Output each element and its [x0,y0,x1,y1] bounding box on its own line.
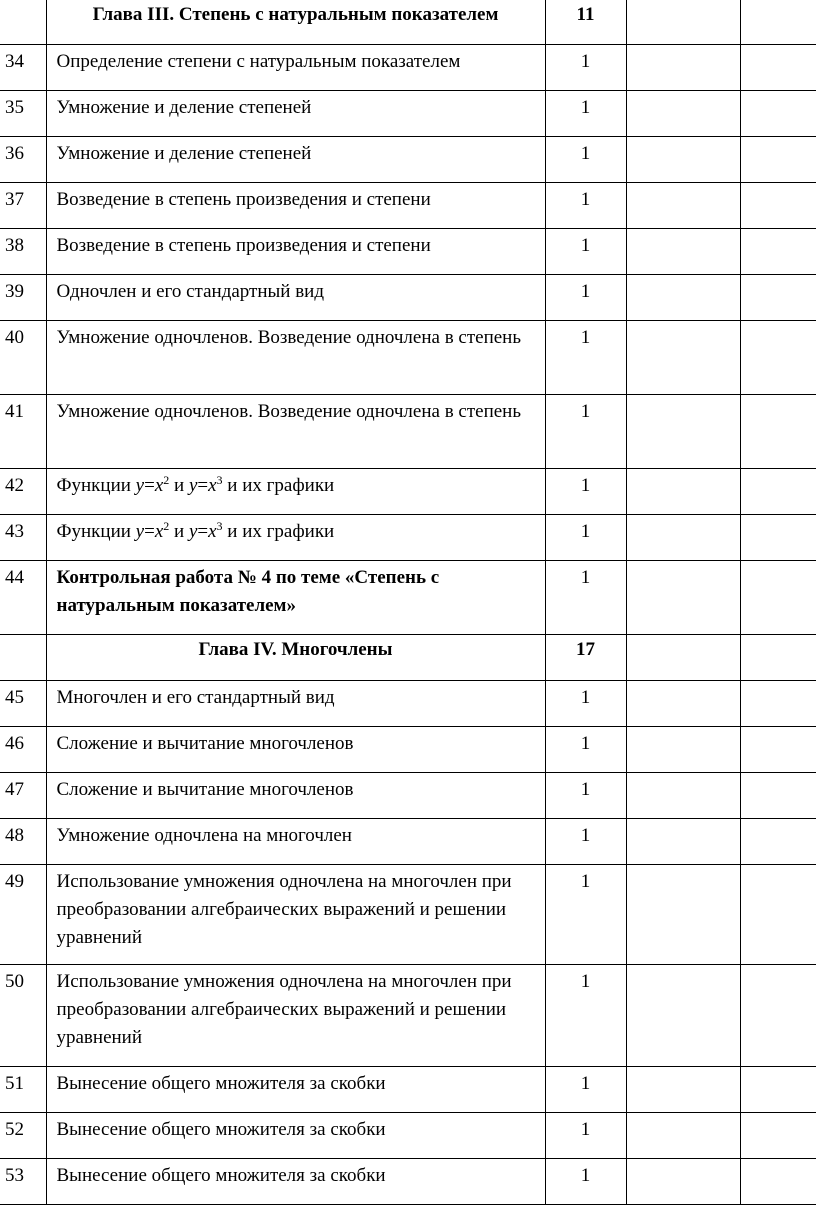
topic-text: Функции [56,521,136,542]
math-equals: = [144,475,155,496]
table-row [0,137,816,183]
table-row [0,965,816,1067]
date-fact-cell [740,561,816,635]
date-fact-cell [740,321,816,395]
lesson-topic [46,469,545,515]
math-var-x: x [208,475,217,496]
math-exponent: 3 [216,519,223,533]
row-hours: 1 [545,515,626,561]
lesson-topic: Умножение и деление степеней [46,91,545,137]
row-number: 38 [0,229,46,275]
math-var-y: y [188,475,198,496]
row-number: 43 [0,515,46,561]
topic-text: и [169,475,189,496]
row-number: 37 [0,183,46,229]
table-row [0,91,816,137]
row-hours: 1 [545,469,626,515]
row-number: 41 [0,395,46,469]
row-number: 49 [0,865,46,965]
date-plan-cell [626,0,740,45]
date-fact-cell [740,183,816,229]
table-row [0,45,816,91]
lesson-topic: Вынесение общего множителя за скобки [46,1113,545,1159]
topic-text: и [169,521,189,542]
date-plan-cell [626,1067,740,1113]
row-number: 35 [0,91,46,137]
chapter-title: Глава IV. Многочлены [46,635,545,681]
math-var-y: y [135,521,145,542]
row-hours: 1 [545,395,626,469]
date-plan-cell [626,727,740,773]
math-exponent: 2 [163,473,170,487]
row-number: 39 [0,275,46,321]
date-plan-cell [626,275,740,321]
row-hours: 17 [545,635,626,681]
lesson-topic: Сложение и вычитание многочленов [46,727,545,773]
row-hours: 1 [545,819,626,865]
test-topic: Контрольная работа № 4 по теме «Степень с натуральным показателем» [46,561,545,635]
date-plan-cell [626,137,740,183]
lesson-topic: Вынесение общего множителя за скобки [46,1159,545,1205]
row-number: 51 [0,1067,46,1113]
row-hours: 1 [545,681,626,727]
row-hours: 1 [545,275,626,321]
date-fact-cell [740,91,816,137]
lesson-topic: Умножение одночленов. Возведение одночлена в степень [46,321,545,395]
math-var-y: y [135,475,145,496]
table-row [0,727,816,773]
lesson-topic: Определение степени с натуральным показателем [46,45,545,91]
date-fact-cell [740,0,816,45]
date-plan-cell [626,561,740,635]
math-exponent: 3 [216,473,223,487]
table-row [0,1113,816,1159]
math-exponent: 2 [163,519,170,533]
date-plan-cell [626,773,740,819]
row-hours: 1 [545,1113,626,1159]
table-row [0,681,816,727]
row-hours: 1 [545,965,626,1067]
math-var-y: y [188,521,198,542]
row-hours: 1 [545,773,626,819]
row-number: 45 [0,681,46,727]
date-fact-cell [740,819,816,865]
table-row [0,395,816,469]
row-number: 40 [0,321,46,395]
row-number: 53 [0,1159,46,1205]
date-fact-cell [740,137,816,183]
row-hours: 1 [545,321,626,395]
date-fact-cell [740,681,816,727]
row-hours: 1 [545,1159,626,1205]
lesson-topic: Сложение и вычитание многочленов [46,773,545,819]
date-plan-cell [626,635,740,681]
date-plan-cell [626,321,740,395]
row-number [0,635,46,681]
lesson-topic: Использование умножения одночлена на многочлен при преобразовании алгебраических выражений и решении уравнений [46,965,545,1067]
table-row [0,819,816,865]
lesson-topic: Вынесение общего множителя за скобки [46,1067,545,1113]
lesson-topic: Умножение одночленов. Возведение одночлена в степень [46,395,545,469]
date-plan-cell [626,515,740,561]
chapter-title: Глава III. Степень с натуральным показателем [46,0,545,45]
date-plan-cell [626,395,740,469]
test-row [0,561,816,635]
table-row [0,469,816,515]
date-fact-cell [740,1159,816,1205]
row-number: 42 [0,469,46,515]
chapter-row [0,0,816,45]
math-equals: = [197,521,209,542]
row-hours: 1 [545,45,626,91]
date-fact-cell [740,727,816,773]
row-hours: 1 [545,229,626,275]
lesson-topic: Возведение в степень произведения и степени [46,183,545,229]
date-plan-cell [626,965,740,1067]
row-number: 50 [0,965,46,1067]
row-hours: 1 [545,865,626,965]
date-fact-cell [740,395,816,469]
topic-text: и их графики [222,475,335,496]
date-plan-cell [626,183,740,229]
math-var-x: x [154,475,164,496]
table-row [0,183,816,229]
lesson-topic: Многочлен и его стандартный вид [46,681,545,727]
row-number: 44 [0,561,46,635]
date-fact-cell [740,1113,816,1159]
table-row [0,773,816,819]
date-fact-cell [740,275,816,321]
row-hours: 1 [545,1067,626,1113]
date-fact-cell [740,965,816,1067]
table-row [0,1159,816,1205]
lesson-topic: Одночлен и его стандартный вид [46,275,545,321]
row-number [0,0,46,45]
math-var-x: x [154,521,164,542]
date-plan-cell [626,681,740,727]
row-hours: 1 [545,91,626,137]
date-plan-cell [626,45,740,91]
date-fact-cell [740,229,816,275]
lesson-topic [46,515,545,561]
date-plan-cell [626,1113,740,1159]
row-number: 48 [0,819,46,865]
row-hours: 1 [545,561,626,635]
date-plan-cell [626,819,740,865]
table-row [0,865,816,965]
row-number: 47 [0,773,46,819]
date-fact-cell [740,865,816,965]
date-fact-cell [740,469,816,515]
row-hours: 1 [545,137,626,183]
date-plan-cell [626,1159,740,1205]
row-number: 34 [0,45,46,91]
date-plan-cell [626,469,740,515]
table-row [0,1067,816,1113]
table-row [0,321,816,395]
lesson-topic: Умножение одночлена на многочлен [46,819,545,865]
row-number: 36 [0,137,46,183]
date-fact-cell [740,515,816,561]
date-fact-cell [740,635,816,681]
row-number: 52 [0,1113,46,1159]
lesson-topic: Умножение и деление степеней [46,137,545,183]
table-row [0,275,816,321]
math-equals: = [197,475,209,496]
date-fact-cell [740,773,816,819]
date-plan-cell [626,229,740,275]
date-fact-cell [740,45,816,91]
math-equals: = [144,521,155,542]
row-hours: 1 [545,183,626,229]
lesson-topic: Использование умножения одночлена на многочлен при преобразовании алгебраических выражений и решении уравнений [46,865,545,965]
row-hours: 11 [545,0,626,45]
table-row [0,515,816,561]
lesson-topic: Возведение в степень произведения и степени [46,229,545,275]
chapter-row [0,635,816,681]
topic-text: Функции [56,475,136,496]
date-plan-cell [626,865,740,965]
table-row [0,229,816,275]
topic-text: и их графики [222,521,335,542]
row-number: 46 [0,727,46,773]
math-var-x: x [208,521,217,542]
row-hours: 1 [545,727,626,773]
date-plan-cell [626,91,740,137]
date-fact-cell [740,1067,816,1113]
